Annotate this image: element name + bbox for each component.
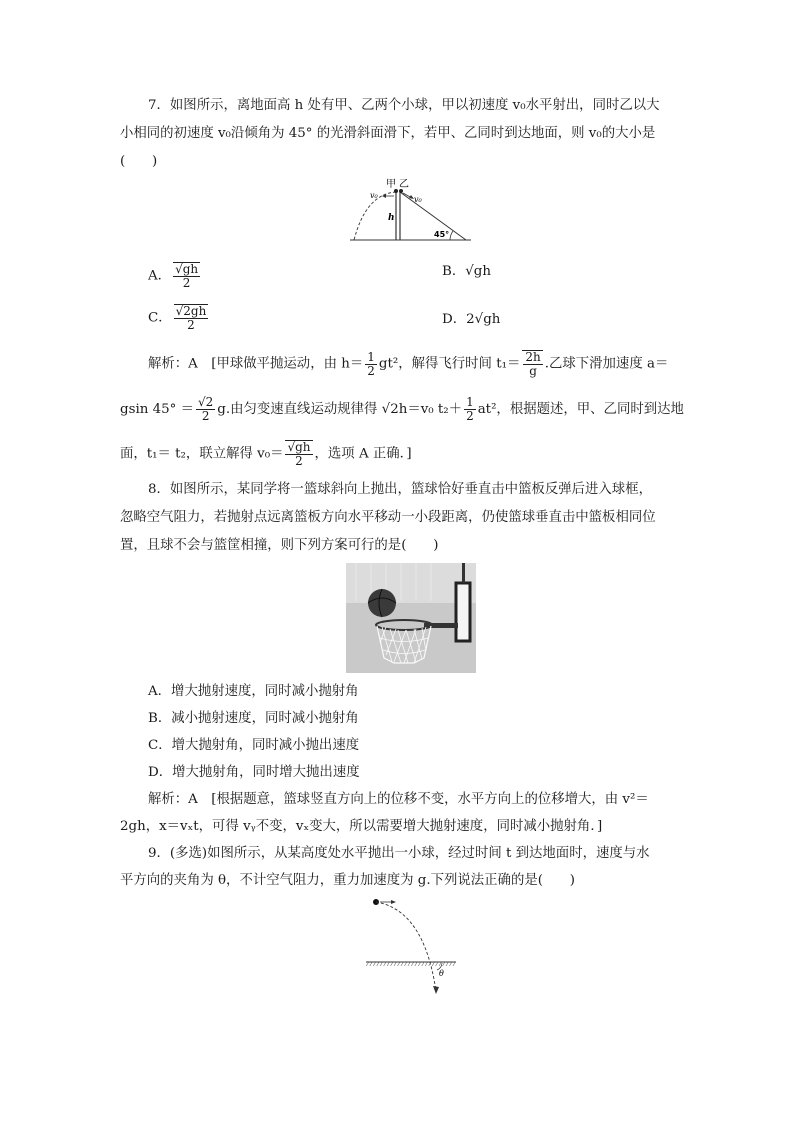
velocity-arrowhead bbox=[391, 900, 396, 904]
option-c-denominator: 2 bbox=[187, 318, 195, 332]
analysis-text: ，选项 A 正确．] bbox=[314, 446, 412, 462]
option-d-prefix: D． bbox=[442, 312, 467, 327]
incline-line bbox=[400, 192, 466, 240]
ground-hatch bbox=[366, 962, 456, 966]
analysis-fraction bbox=[365, 351, 377, 378]
q8-stem-line-2: 忽略空气阻力，若抛射点远离篮板方向水平移动一小段距离，仍使篮球垂直击中篮板相同位 bbox=[120, 510, 656, 525]
q8-stem-line-3: 置，且球不会与篮筐相撞，则下列方案可行的是( ) bbox=[120, 538, 439, 553]
label-yi: 乙 bbox=[399, 179, 409, 190]
q8-option-a: A．增大抛射速度，同时减小抛射角 bbox=[148, 684, 359, 699]
backboard bbox=[456, 583, 470, 641]
basketball bbox=[368, 589, 396, 617]
q8-analysis-line-2: 2gh，x＝vₓt，可得 vᵧ不变，vₓ变大，所以需要增大抛射速度，同时减小抛射角．] bbox=[120, 819, 603, 834]
option-a-numerator: √gh bbox=[175, 262, 199, 276]
analysis-text: 面，t₁＝ t₂，联立解得 v₀＝ bbox=[120, 446, 284, 462]
q7-stem-line-3: ( ) bbox=[120, 154, 158, 169]
q7-analysis-line-1 bbox=[148, 350, 668, 378]
q7-option-d bbox=[442, 310, 500, 330]
analysis-text: at²，根据题述，甲、乙同时到达地 bbox=[477, 402, 684, 417]
parabolic-trajectory bbox=[376, 902, 436, 991]
q9-stem-line-1: 9．(多选)如图所示，从某高度处水平抛出一小球，经过时间 t 到达地面时，速度与水 bbox=[148, 846, 650, 861]
q8-stem-line-1: 8．如图所示，某同学将一篮球斜向上抛出，篮球恰好垂直击中篮板反弹后进入球框， bbox=[148, 482, 652, 497]
fraction-numerator: √gh bbox=[287, 440, 311, 454]
option-b-prefix: B． bbox=[442, 264, 466, 279]
backboard-pole bbox=[462, 563, 465, 583]
label-angle: 45° bbox=[434, 230, 450, 239]
analysis-text: gsin 45° ＝ bbox=[120, 402, 194, 417]
fraction-denominator: 2 bbox=[466, 409, 474, 423]
q7-option-b bbox=[442, 262, 491, 282]
q8-option-c: C．增大抛射角，同时减小抛出速度 bbox=[148, 738, 360, 753]
fraction-numerator: 2h bbox=[525, 350, 541, 364]
q7-stem-line-2: 小相同的初速度 v₀沿倾角为 45° 的光滑斜面滑下，若甲、乙同时到达地面，则 v₀的大小是 bbox=[120, 126, 656, 141]
fraction-numerator: 1 bbox=[466, 395, 474, 409]
q7-figure bbox=[346, 176, 476, 246]
q8-analysis-line-1: 解析：A [根据题意，篮球竖直方向上的位移不变，水平方向上的位移增大，由 v²＝ bbox=[148, 792, 649, 807]
option-a-prefix: A． bbox=[148, 268, 172, 284]
fraction-denominator: 2 bbox=[295, 454, 303, 468]
analysis-text: gt²，解得飞行时间 t₁＝ bbox=[378, 356, 521, 372]
q7-analysis-line-2 bbox=[120, 396, 684, 423]
analysis-text: .乙球下滑加速度 a＝ bbox=[544, 356, 669, 372]
q9-stem-line-2: 平方向的夹角为 θ，不计空气阻力，重力加速度为 g.下列说法正确的是( ) bbox=[120, 873, 575, 888]
q7-analysis-line-3 bbox=[120, 440, 412, 468]
q7-stem-line-1: 7．如图所示，离地面高 h 处有甲、乙两个小球，甲以初速度 v₀水平射出，同时乙以大 bbox=[148, 98, 660, 113]
option-c-numerator: √2gh bbox=[175, 304, 207, 318]
analysis-fraction bbox=[285, 440, 312, 468]
option-a-fraction bbox=[173, 262, 200, 290]
analysis-text: g.由匀变速直线运动规律得 √2h＝v₀ t₂＋ bbox=[217, 402, 463, 417]
q8-option-d: D．增大抛射角，同时增大抛出速度 bbox=[148, 765, 360, 780]
basketball-photo bbox=[346, 563, 476, 673]
analysis-sqrt-fraction bbox=[522, 350, 542, 378]
angle-arc bbox=[450, 231, 453, 240]
fraction-numerator: √2 bbox=[198, 395, 214, 409]
label-h: h bbox=[388, 213, 395, 223]
q7-option-c bbox=[148, 304, 210, 332]
analysis-text: 解析：A [甲球做平抛运动，由 h＝ bbox=[148, 356, 364, 372]
label-jia: 甲 bbox=[386, 179, 396, 190]
option-a-denominator: 2 bbox=[182, 276, 191, 290]
trajectory-arrowhead bbox=[433, 986, 439, 994]
option-d-expression: 2√gh bbox=[466, 312, 501, 327]
fraction-denominator: 2 bbox=[201, 409, 210, 423]
option-b-expression: √gh bbox=[465, 264, 491, 279]
fraction-numerator: 1 bbox=[367, 349, 375, 364]
fraction-denominator: 2 bbox=[367, 363, 375, 378]
label-theta: θ bbox=[439, 969, 444, 978]
q7-option-a bbox=[148, 262, 202, 290]
label-v0-left: v₀ bbox=[370, 191, 378, 200]
fraction-denominator: g bbox=[529, 364, 537, 378]
option-c-fraction bbox=[174, 304, 209, 332]
q8-option-b: B．减小抛射速度，同时减小抛射角 bbox=[148, 711, 359, 726]
q9-figure bbox=[362, 895, 462, 995]
option-c-prefix: C． bbox=[148, 310, 172, 326]
analysis-fraction bbox=[464, 396, 476, 423]
label-v0-right: v₀ bbox=[414, 195, 422, 204]
analysis-fraction bbox=[196, 396, 215, 423]
